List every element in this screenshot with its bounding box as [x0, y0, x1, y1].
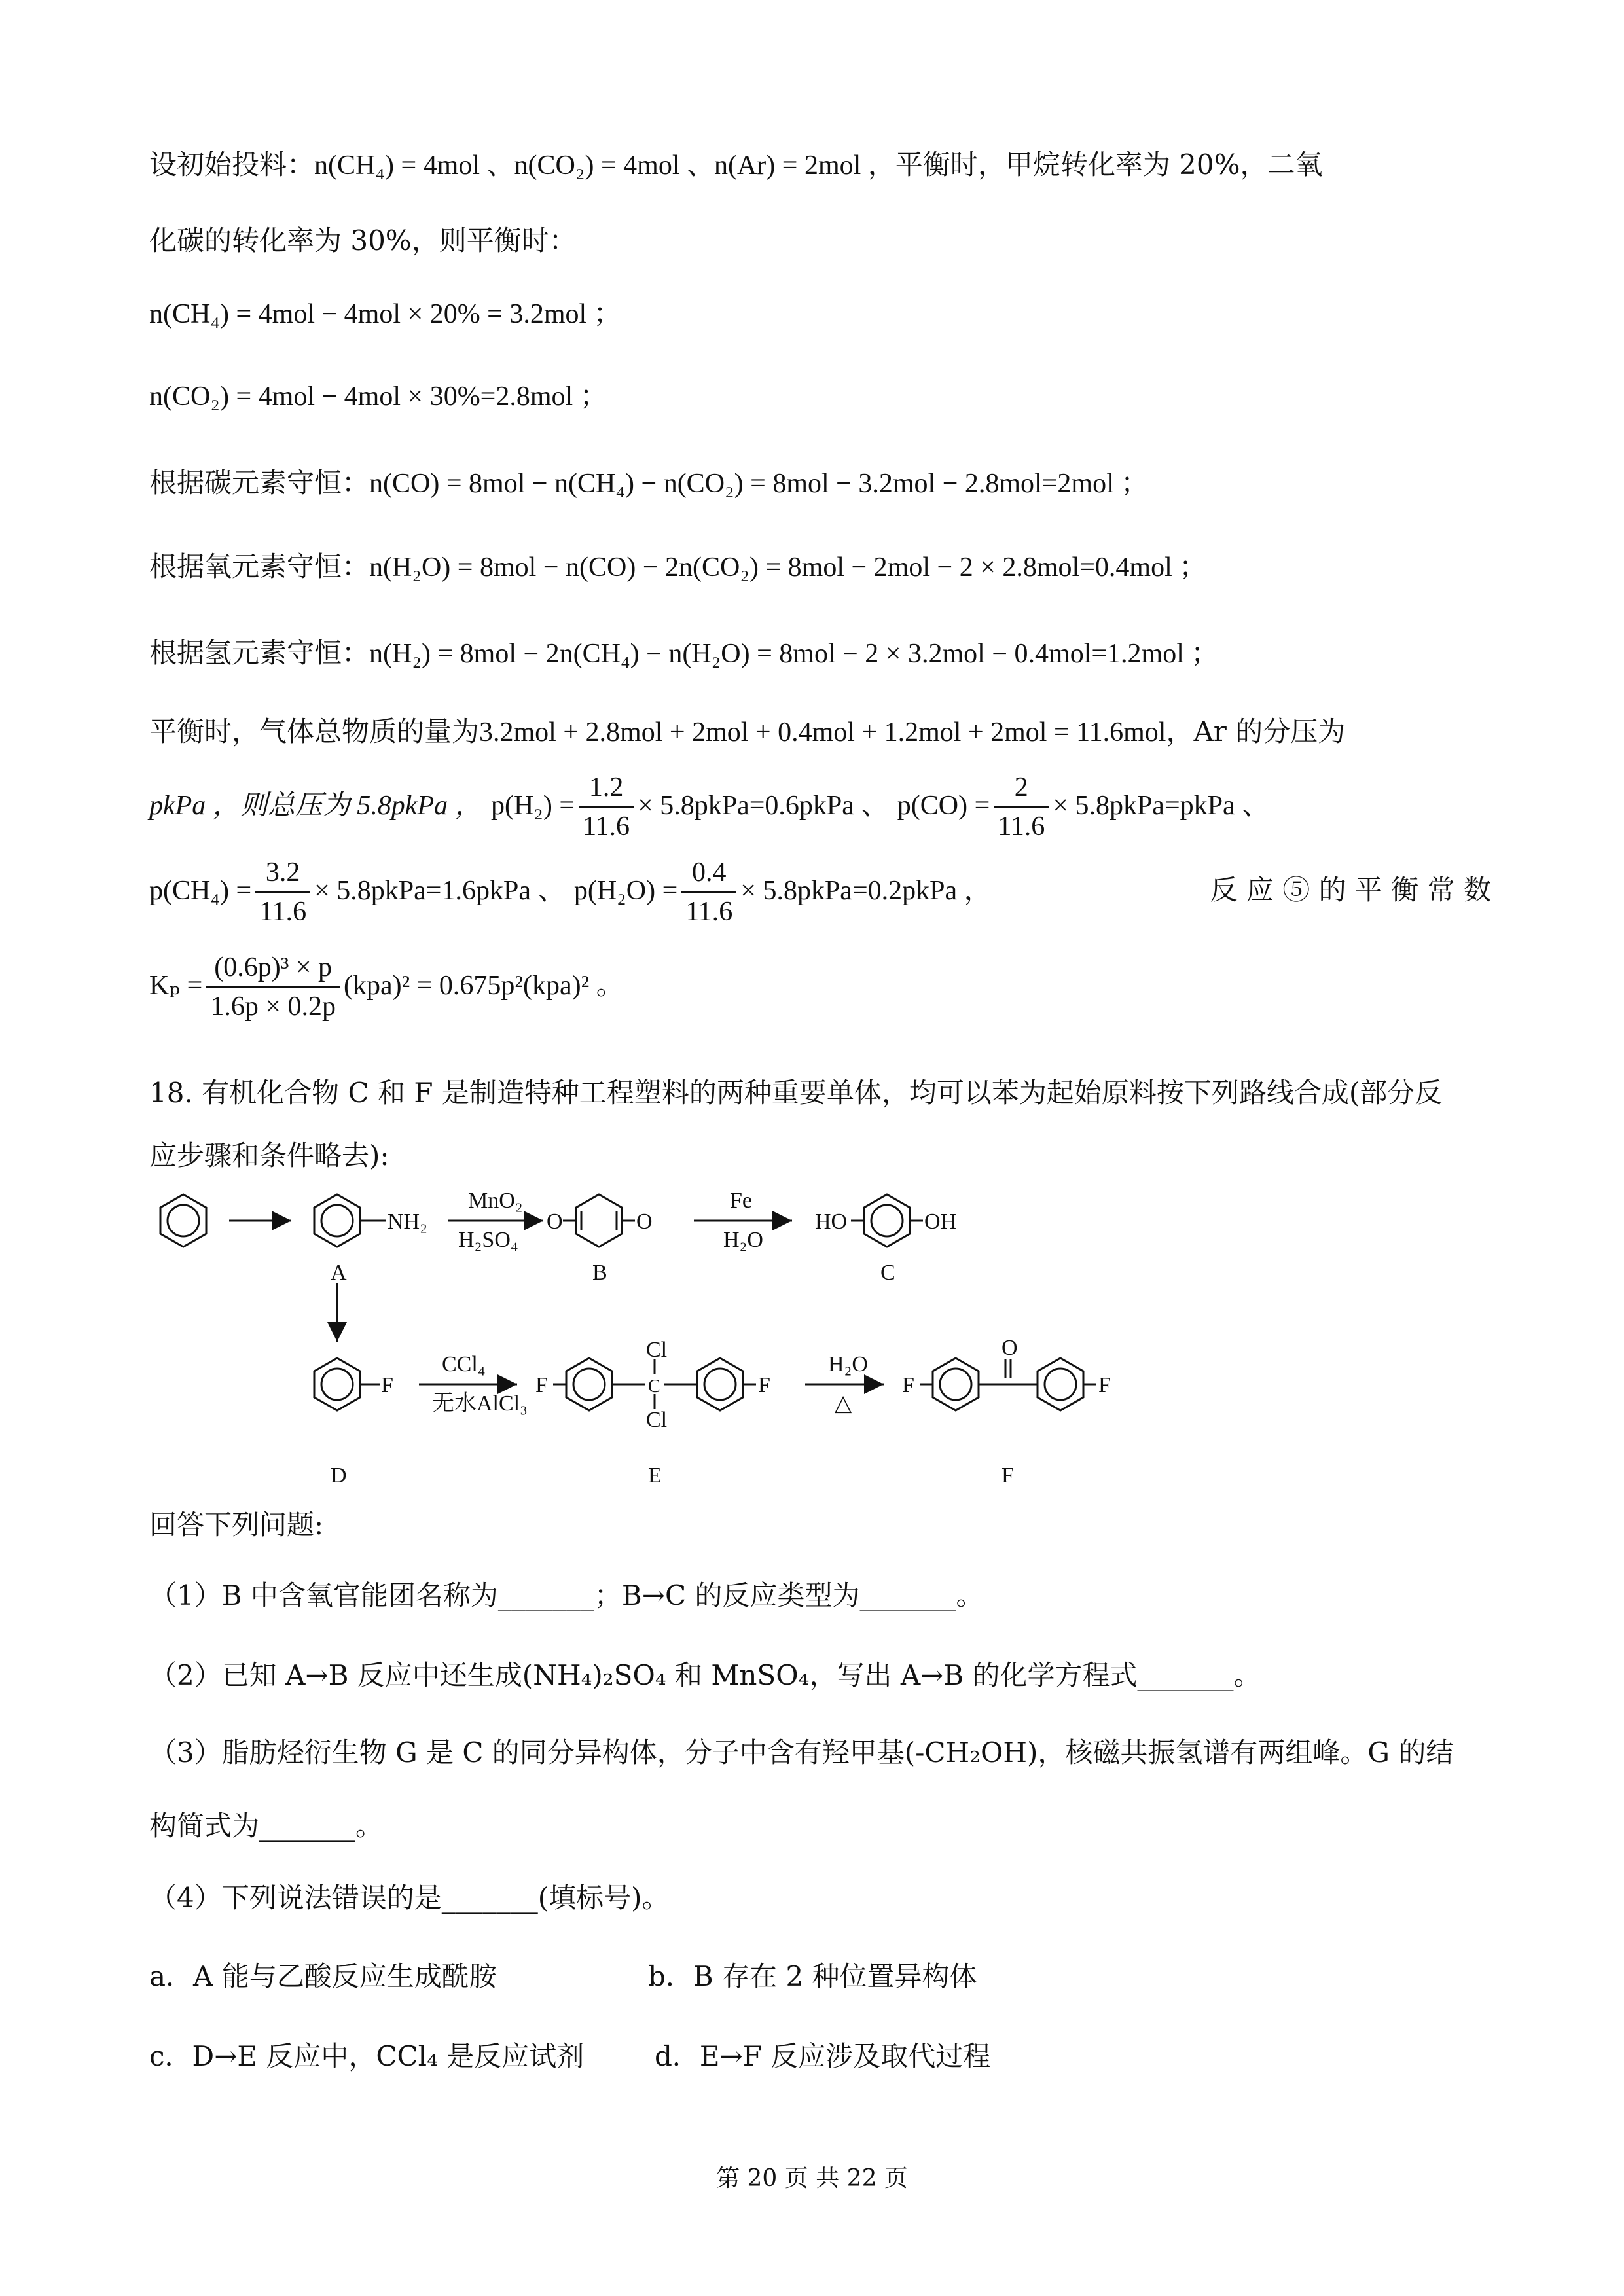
calc-line-1	[149, 145, 1491, 185]
atom-label: F	[1098, 1373, 1111, 1397]
reagent-label: Fe	[730, 1189, 752, 1213]
calc-math: p(CH₄) =	[149, 876, 252, 906]
question-text: （1）B 中含氧官能团名称为_______；B→C 的反应类型为_______。	[149, 1579, 984, 1611]
fraction	[579, 768, 634, 846]
calc-text: 反 应 ⑤ 的 平 衡 常 数	[1210, 874, 1491, 906]
compound-label-e: E	[648, 1463, 662, 1488]
calc-line-4	[149, 377, 1491, 416]
question-text: （3）脂肪烃衍生物 G 是 C 的同分异构体，分子中含有羟甲基(-CH₂OH)，核磁共振氢谱有两组峰。G 的结	[149, 1736, 1454, 1768]
calc-line-5	[149, 463, 1491, 503]
option-d	[655, 2037, 990, 2076]
option-text: a．A 能与乙酸反应生成酰胺	[149, 1960, 497, 1992]
calc-text: 根据氧元素守恒：	[149, 550, 370, 583]
compound-a-ring	[314, 1194, 386, 1247]
calc-line-7	[149, 634, 1491, 673]
question-text: （4）下列说法错误的是_______(填标号)。	[149, 1882, 670, 1914]
atom-label: F	[381, 1373, 393, 1397]
calc-line-3	[149, 295, 1491, 334]
question-2	[149, 1656, 1491, 1695]
calc-math: × 5.8pkPa=pkPa 、	[1053, 791, 1270, 821]
reagent-label: CCl₄	[442, 1352, 486, 1376]
denominator: 11.6	[685, 897, 733, 927]
atom-label: HO	[815, 1210, 848, 1234]
numerator: 2	[994, 768, 1049, 808]
compound-c-ring	[851, 1194, 923, 1247]
option-text: c．D→E 反应中，CCl₄ 是反应试剂	[149, 2040, 585, 2072]
calc-math: 3.2mol + 2.8mol + 2mol + 0.4mol + 1.2mol + 2mol = 11.6mol	[479, 717, 1166, 747]
fraction	[994, 768, 1049, 846]
nh2-label: NH₂	[388, 1210, 427, 1234]
heat-symbol: △	[835, 1391, 852, 1416]
reagent-label: MnO₂	[468, 1189, 523, 1213]
question-text: 18. 有机化合物 C 和 F 是制造特种工程塑料的两种重要单体，均可以苯为起始原料按下列路线合成(部分反	[149, 1077, 1443, 1109]
benzene-ring	[160, 1194, 206, 1247]
denominator: 11.6	[259, 897, 307, 927]
question-text: （2）已知 A→B 反应中还生成(NH₄)₂SO₄ 和 MnSO₄，写出 A→B 的化学方程式_______。	[149, 1659, 1261, 1691]
compound-label-c: C	[880, 1261, 895, 1285]
denominator: 11.6	[998, 812, 1045, 842]
calc-math: × 5.8pkPa=0.6pkPa 、	[638, 791, 889, 821]
atom-label: O	[636, 1210, 653, 1234]
atom-label: O	[1001, 1336, 1018, 1360]
numerator: 1.2	[579, 768, 634, 808]
page-number: 第 20 页 共 22 页	[716, 2165, 908, 2192]
numerator: 0.4	[681, 853, 736, 893]
atom-label: Cl	[646, 1408, 668, 1432]
calc-text: 根据氢元素守恒：	[149, 637, 370, 669]
calc-math: p(CO) =	[897, 791, 990, 821]
atom-label: F	[758, 1373, 770, 1397]
q18-stem-line-2	[149, 1136, 1491, 1175]
calc-math: n(H₂) = 8mol − 2n(CH₄) − n(H₂O) = 8mol − 2 × 3.2mol − 0.4mol=1.2mol ；	[369, 639, 1219, 669]
question-text: 应步骤和条件略去):	[149, 1139, 389, 1172]
fraction	[681, 853, 736, 931]
atom-label: F	[535, 1373, 548, 1397]
atom-label: O	[547, 1210, 563, 1234]
option-c	[149, 2037, 584, 2076]
calc-math: p(H₂) =	[490, 791, 575, 821]
compound-b-ring	[563, 1194, 635, 1247]
calc-line-10	[149, 851, 1491, 929]
compound-label-b: B	[592, 1261, 607, 1285]
compound-label-d: D	[331, 1463, 347, 1488]
calc-math: × 5.8pkPa=0.2pkPa ，	[740, 876, 992, 906]
calc-text: 平衡时，气体总物质的量为	[149, 715, 480, 747]
calc-math: n(H₂O) = 8mol − n(CO) − 2n(CO₂) = 8mol − 2mol − 2 × 2.8mol=0.4mol ；	[369, 552, 1207, 583]
calc-line-8	[149, 712, 1491, 752]
question-3-line-1	[149, 1733, 1491, 1772]
atom-label: F	[902, 1373, 914, 1397]
numerator: (0.6p)³ × p	[206, 948, 340, 988]
fraction	[206, 948, 340, 1026]
calc-line-6	[149, 547, 1491, 587]
question-1	[149, 1576, 1491, 1615]
calc-math: n(CH₄) = 4mol 、n(CO₂) = 4mol 、n(Ar) = 2mol ，	[314, 151, 895, 181]
fraction	[255, 853, 310, 931]
calc-text: 化碳的转化率为 30%，则平衡时：	[149, 224, 577, 257]
denominator: 11.6	[583, 812, 630, 842]
compound-label-f: F	[1001, 1463, 1014, 1488]
calc-text: 平衡时，甲烷转化率为 20%，二氧	[895, 149, 1323, 181]
calc-math: (kpa)² = 0.675p²(kpa)² 。	[344, 971, 624, 1001]
compound-label-a: A	[331, 1261, 347, 1285]
calc-math: n(CO₂) = 4mol − 4mol × 30%=2.8mol ；	[149, 382, 607, 412]
atom-label: Cl	[646, 1338, 668, 1362]
question-text: 构简式为_______。	[149, 1810, 384, 1842]
calc-math: pkPa ，则总压为 5.8pkPa ，	[149, 791, 482, 821]
denominator: 1.6p × 0.2p	[210, 992, 336, 1022]
calc-text: 根据碳元素守恒：	[149, 467, 370, 499]
page-footer	[0, 2160, 1624, 2193]
calc-text: 设初始投料：	[149, 149, 315, 181]
reagent-label: H₂O	[828, 1352, 868, 1376]
calc-math: p(H₂O) =	[573, 876, 678, 906]
question-4	[149, 1878, 1491, 1918]
reagent-label: H₂O	[723, 1228, 763, 1252]
atom-label: OH	[924, 1210, 957, 1234]
questions-intro	[149, 1505, 1491, 1545]
option-b	[648, 1957, 977, 1996]
synthesis-scheme	[144, 1175, 1322, 1489]
calc-line-2	[149, 221, 1491, 260]
calc-math: n(CO) = 8mol − n(CH₄) − n(CO₂) = 8mol − 3.2mol − 2.8mol=2mol ；	[369, 469, 1149, 499]
option-text: d．E→F 反应涉及取代过程	[655, 2040, 991, 2072]
numerator: 3.2	[255, 853, 310, 893]
calc-line-9	[149, 766, 1491, 844]
calc-math: n(CH₄) = 4mol − 4mol × 20% = 3.2mol ；	[149, 299, 621, 329]
option-text: b．B 存在 2 种位置异构体	[648, 1960, 977, 1992]
reagent-label: H₂SO₄	[458, 1228, 518, 1252]
question-text: 回答下列问题:	[149, 1509, 324, 1541]
compound-f	[920, 1358, 1096, 1410]
question-3-line-2	[149, 1806, 1491, 1846]
carbon-label: C	[648, 1376, 660, 1397]
calc-text: ，Ar 的分压为	[1166, 715, 1346, 747]
calc-line-11	[149, 942, 1491, 1028]
q18-stem-line-1	[149, 1073, 1491, 1113]
calc-math: Kₚ =	[149, 971, 203, 1001]
calc-math: × 5.8pkPa=1.6pkPa 、	[314, 876, 566, 906]
option-a	[149, 1957, 497, 1996]
compound-d-ring	[314, 1358, 380, 1410]
reagent-label: 无水AlCl₃	[432, 1391, 528, 1416]
